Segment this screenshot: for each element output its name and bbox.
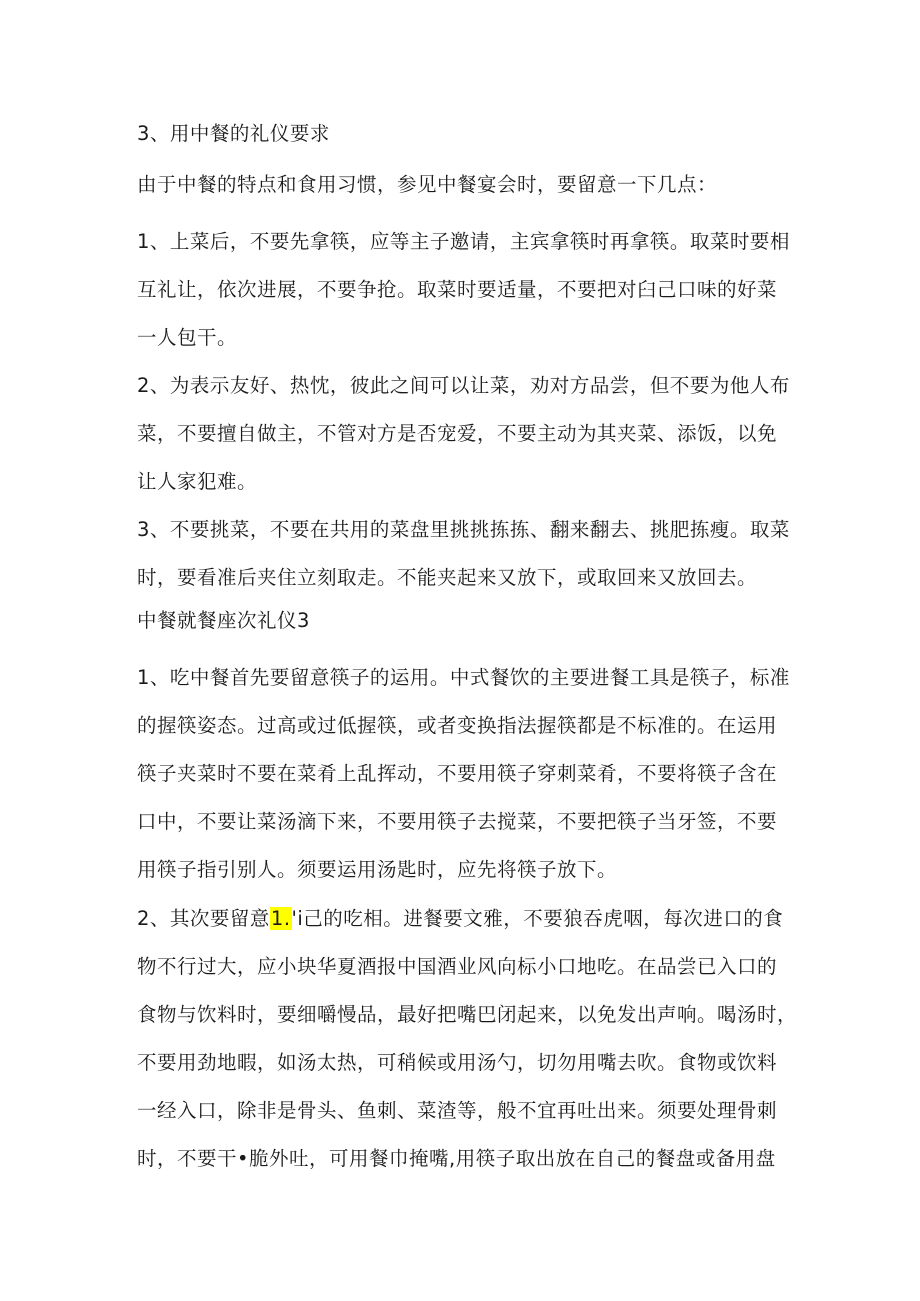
paragraph-line: 互礼让，依次进展，不要争抢。取菜时要适量，不要把对臼己口味的好菜 xyxy=(137,278,778,301)
paragraph-line: 1、上菜后，不要先拿筷，应等主子邀请，主宾拿筷时再拿筷。取菜时要相 xyxy=(137,230,790,253)
paragraph-line: 菜，不要擅自做主，不管对方是否宠爱，不要主动为其夹菜、添饭，以免 xyxy=(137,422,778,445)
highlight-mark: 1. xyxy=(270,907,291,930)
section-item-1 xyxy=(137,654,790,894)
list-item-3 xyxy=(137,506,790,602)
paragraph-line: 食物与饮料时，要细嚼慢品，最好把嘴巴闭起来，以免发出声响。喝汤时， xyxy=(137,1003,798,1026)
section-title xyxy=(137,603,310,639)
paragraph-line: 物不行过大，应小块华夏酒报中国酒业风向标小口地吃。在品尝已入口的 xyxy=(137,955,778,978)
intro-paragraph xyxy=(137,167,717,203)
section-item-2 xyxy=(137,895,797,1183)
paragraph-line: 时，要看准后夹住立刻取走。不能夹起来又放下，或取回来又放回去。 xyxy=(137,566,758,589)
paragraph-line xyxy=(137,895,797,943)
line-suffix: 'i己的吃相。进餐要文雅，不要狼吞虎咽，每次进口的食 xyxy=(291,907,784,930)
list-item-1 xyxy=(137,218,790,362)
section-heading xyxy=(137,116,330,152)
paragraph-line: 时，不要干•脆外吐，可用餐巾掩嘴,用筷子取出放在自己的餐盘或备用盘 xyxy=(137,1147,776,1170)
paragraph-line: 一人包干。 xyxy=(137,326,238,349)
paragraph-line: 一经入口，除非是骨头、鱼刺、菜渣等，般不宜再吐出来。须要处理骨刺 xyxy=(137,1099,778,1122)
heading-text: 3、用中餐的礼仪要求 xyxy=(137,122,330,145)
intro-text: 由于中餐的特点和食用习惯，参见中餐宴会时，要留意一下几点： xyxy=(137,173,718,196)
paragraph-line: 用筷子指引别人。须要运用汤匙时，应先将筷子放下。 xyxy=(137,858,618,881)
paragraph-line: 3、不要挑菜，不要在共用的菜盘里挑挑拣拣、翻来翻去、挑肥拣瘦。取菜 xyxy=(137,518,790,541)
list-item-2 xyxy=(137,362,790,506)
paragraph-line: 2、为表示友好、热忱，彼此之间可以让菜，劝对方品尝，但不要为他人布 xyxy=(137,374,790,397)
paragraph-line: 1、吃中餐首先要留意筷子的运用。中式餐饮的主要进餐工具是筷子，标准 xyxy=(137,666,790,689)
paragraph-line: 不要用劲地暇，如汤太热，可稍候或用汤勺，切勿用嘴去吹。食物或饮料 xyxy=(137,1051,778,1074)
paragraph-line: 口中，不要让菜汤滴下来，不要用筷子去搅菜，不要把筷子当牙签，不要 xyxy=(137,810,778,833)
paragraph-line: 让人家犯难。 xyxy=(137,470,258,493)
line-prefix: 2、其次要留意 xyxy=(137,907,270,930)
section-title-text: 中餐就餐座次礼仪3 xyxy=(137,609,310,632)
paragraph-line: 筷子夹菜时不要在菜肴上乱挥动，不要用筷子穿刺菜肴，不要将筷子含在 xyxy=(137,762,778,785)
paragraph-line: 的握筷姿态。过高或过低握筷，或者变换指法握筷都是不标准的。在运用 xyxy=(137,714,778,737)
